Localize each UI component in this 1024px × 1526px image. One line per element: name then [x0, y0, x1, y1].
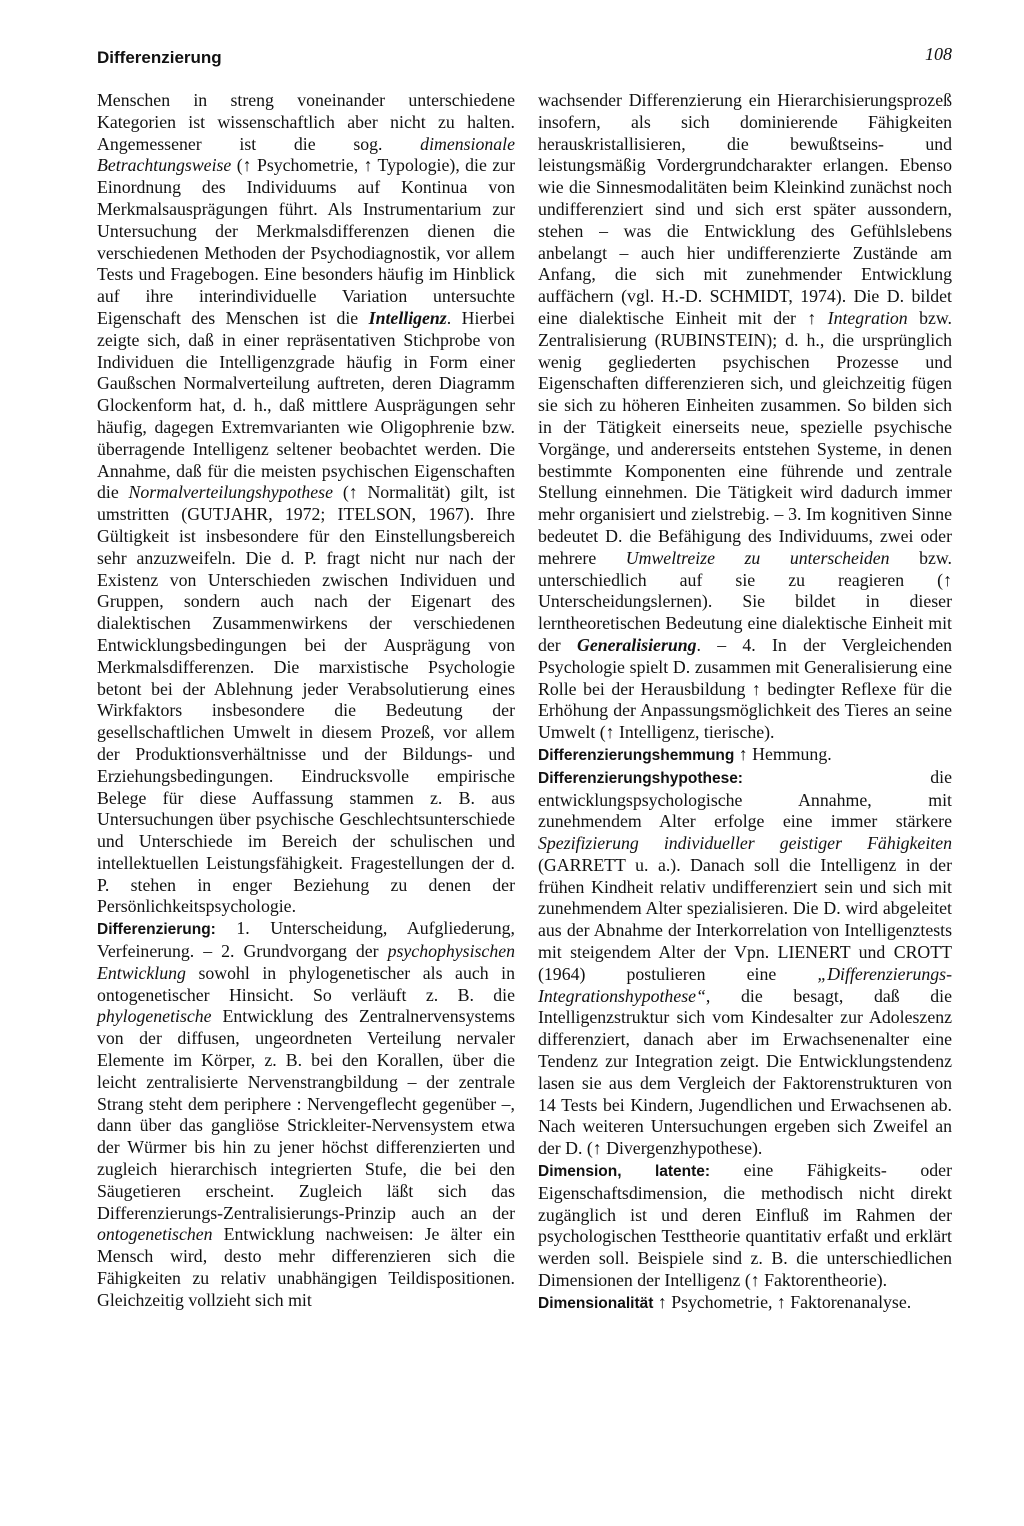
entry-headword: Differenzierungshypothese:	[538, 769, 743, 787]
continued-paragraph	[97, 90, 515, 918]
emphasis: psychophysischen Entwicklung	[97, 941, 515, 983]
text-run: Entwicklung des Zentralnervensystems von der diffusen, ungeordneten Verteilung nervaler Elemente im Körper, z. B. bei den Korallen, über die leicht zentralisierte Nervenstrangbildung – der zentrale Strang steht dem periphere : Nervengeflecht gegenüber –, dann über das gangliöse Strickleiter-Nervensystem etwa der Würmer bis hin zu jener höchst differenzierten und zugleich hierarchisch integrierten Stufe, die bei den Säugetieren erscheint. Zugleich läßt sich das Differenzierungs-Zentralisierungs-Prinzip auch an der	[97, 1006, 515, 1223]
text-run: 1. Unterscheidung, Aufgliederung, Verfeinerung. – 2. Grundvorgang der	[97, 918, 515, 962]
text-run: bzw. unterschiedlich auf sie zu reagieren (↑ Unterscheidungslernen). Sie bildet in dieser lerntheoretischen Bedeutung eine dialektische Einheit mit der	[538, 547, 953, 655]
text-run: Entwicklung nachweisen: Je älter ein Mensch wird, desto mehr differenzieren sich die Fähigkeiten zu relativ unabhängigen Teildispositionen. Gleichzeitig vollzieht sich mit	[97, 1224, 515, 1310]
text-run: . Hierbei zeigte sich, daß in einer repräsentativen Stichprobe von Individuen die Intelligenzgrade häufig in Form einer Gaußschen Normalverteilung auftreten, deren Diagramm Glockenform hat, d. h., daß mittlere Ausprägungen sehr häufig, dagegen Extremvarianten wie Oligophrenie bzw. überragende Intelligenz seltener beobachtet werden. Die Annahme, daß für die meisten psychischen Eigenschaften die	[97, 307, 515, 503]
emphasis: Normalverteilungshypothese	[128, 482, 333, 503]
left-column	[97, 90, 515, 1312]
text-run: ↑ Psychometrie, ↑ Faktorenanalyse.	[653, 1291, 912, 1312]
emphasis: Integration	[827, 307, 908, 328]
entry-headword: Differenzierungshemmung	[538, 746, 735, 764]
emphasis: ontogenetischen	[97, 1224, 213, 1245]
right-column	[538, 90, 952, 1315]
entry-headword: Differenzierung:	[97, 921, 216, 939]
emphasis: „Differenzierungs-Integrationshypothese“	[538, 963, 952, 1006]
text-run: die entwicklungspsychologische Annahme, mit zunehmendem Alter erfolge eine immer stärkere	[538, 766, 952, 832]
emphasis: Umweltreize zu unterscheiden	[625, 547, 890, 568]
entry-dimension-latente	[538, 1160, 952, 1292]
text-run: , die besagt, daß die Intelligenzstruktur sich vom Kindesalter zur Adoleszenz differenziert, danach aber im Erwachsenenalter eine Tendenz zur Integration zeigt. Die Entwicklungstendenz lasen sie aus dem Vergleich der Faktorenstrukturen von 14 Tests bei Kindern, Jugendlichen und Erwachsenen ab. Nach weiteren Untersuchungen ergeben sich Zweifel an der D. (↑ Divergenzhypothese).	[538, 985, 952, 1159]
text-run: Menschen in streng voneinander unterschiedene Kategorien ist wissenschaftlich aber nicht zu halten. Angemessener ist die sog.	[97, 90, 515, 154]
emphasis: Intelligenz	[368, 307, 447, 328]
entry-differenzierungshemmung	[538, 744, 952, 767]
emphasis: phylogenetische	[97, 1006, 212, 1027]
running-head: Differenzierung	[97, 48, 222, 67]
entry-differenzierung	[97, 918, 515, 1311]
text-run: bzw. Zentralisierung (RUBINSTEIN); d. h., die ursprünglich wenig gegliederten psychischen Prozesse und Eigenschaften differenzieren sich, und gleichzeitig fügen sie sich zu höheren Einheiten zusammen. So bilden sich in der Tätigkeit einerseits neue, spezielle psychische Vorgänge, und andererseits entstehen Systeme, in denen bestimmte Komponenten eine führende und zentrale Stellung einnehmen. Die Tätigkeit wird dadurch immer mehr organisiert und zielstrebig. – 3. Im kognitiven Sinne bedeutet D. die Befähigung des Individuums, zwei oder mehrere	[538, 307, 952, 568]
text-run: (↑ Normalität) gilt, ist umstritten (GUTJAHR, 1972; ITELSON, 1967). Ihre Gültigkeit ist insbesondere für den Einstellungsbereich sehr anzuzweifeln. Die d. P. fragt nicht nur nach der Existenz von Unterschieden zwischen Individuen und Gruppen, sondern auch nach der Eigenart des dialektischen Zusammenwirkens der verschiedenen Entwicklungsbedingungen bei der Ausprägung von Merkmalsdifferenzen. Die marxistische Psychologie betont bei der Ablehnung jeder Verabsolutierung eines Wirkfaktors insbesondere die Bedeutung der gesellschaftlichen Umwelt in diesem Prozeß, vor allem der Produktionsverhältnisse und der Bildungs- und Erziehungsbedingungen. Eindrucksvolle empirische Belege für diese Auffassung stammen z. B. aus Untersuchungen über psychische Geschlechtsunterschiede und Unterschiede im Bereich der schulischen und intellektuellen Leistungsfähigkeit. Fragestellungen der d. P. stehen in enger Beziehung zu denen der Persönlichkeitspsychologie.	[97, 482, 515, 917]
page-number: 108	[925, 44, 952, 64]
text-run: ↑ Hemmung.	[734, 743, 832, 764]
text-run: sowohl in phylogenetischer als auch in ontogenetischer Hinsicht. So verläuft z. B. die	[97, 962, 515, 1005]
text-run: . – 4. In der Vergleichenden Psychologie spielt D. zusammen mit Generalisierung eine Rolle bei der Herausbildung ↑ bedingter Reflexe für die Erhöhung der Anpassungsmöglichkeit des Tieres an seine Umwelt (↑ Intelligenz, tierische).	[538, 634, 953, 743]
entry-dimensionalitaet	[538, 1292, 952, 1315]
entry-headword: Dimension, latente:	[538, 1163, 711, 1181]
emphasis: Generalisierung	[576, 634, 697, 655]
text-run: wachsender Differenzierung ein Hierarchisierungsprozeß insofern, als sich dominierende Fähigkeiten herauskristallisieren, die bewußtseins- und leistungsmäßig Vordergrundcharakter erlangen. Ebenso wie die Sinnesmodalitäten beim Kleinkind zunächst noch undifferenziert sind und sich erst später aussondern, stehen – was die Entwicklung des Gefühlslebens anbelangt – auch hier undifferenzierte Zustände am Anfang, die sich mit zunehmender Entwicklung auffächern (vgl. H.-D. SCHMIDT, 1974). Die D. bildet eine dialektische Einheit mit der ↑	[538, 90, 952, 328]
entry-differenzierungshypothese	[538, 767, 952, 1160]
text-run: (↑ Psychometrie, ↑ Typologie), die zur Einordnung des Individuums auf Kontinua von Merkmalsausprägungen führt. Als Instrumentarium zur Untersuchung der Merkmalsdifferenzen dienen die verschiedenen Methoden der Psychodiagnostik, vor allem Tests und Fragebogen. Eine besonders häufig im Hinblick auf ihre interindividuelle Variation untersuchte Eigenschaft des Menschen ist die	[97, 155, 515, 328]
text-run: (GARRETT u. a.). Danach soll die Intelligenz in der frühen Kindheit relativ undifferenziert sein und sich mit zunehmendem Alter spezialisieren. Die D. wird abgeleitet aus der Abnahme der Interkorrelation von Intelligenztests mit steigendem Alter der Vpn. LIENERT und CROTT (1964) postulieren eine	[538, 854, 952, 984]
emphasis: Spezifizierung individueller geistiger Fähigkeiten	[538, 833, 952, 854]
continued-paragraph	[538, 90, 952, 744]
text-run: eine Fähigkeits- oder Eigenschaftsdimension, die methodisch nicht direkt zugänglich ist und deren Einfluß im Rahmen der psychologischen Testtheorie quantitativ erfaßt und erklärt werden soll. Beispiele sind z. B. die unterschiedlichen Dimensionen der Intelligenz (↑ Faktorentheorie).	[538, 1160, 952, 1291]
emphasis: dimensionale Betrachtungsweise	[97, 133, 515, 176]
entry-headword: Dimensionalität	[538, 1294, 654, 1312]
